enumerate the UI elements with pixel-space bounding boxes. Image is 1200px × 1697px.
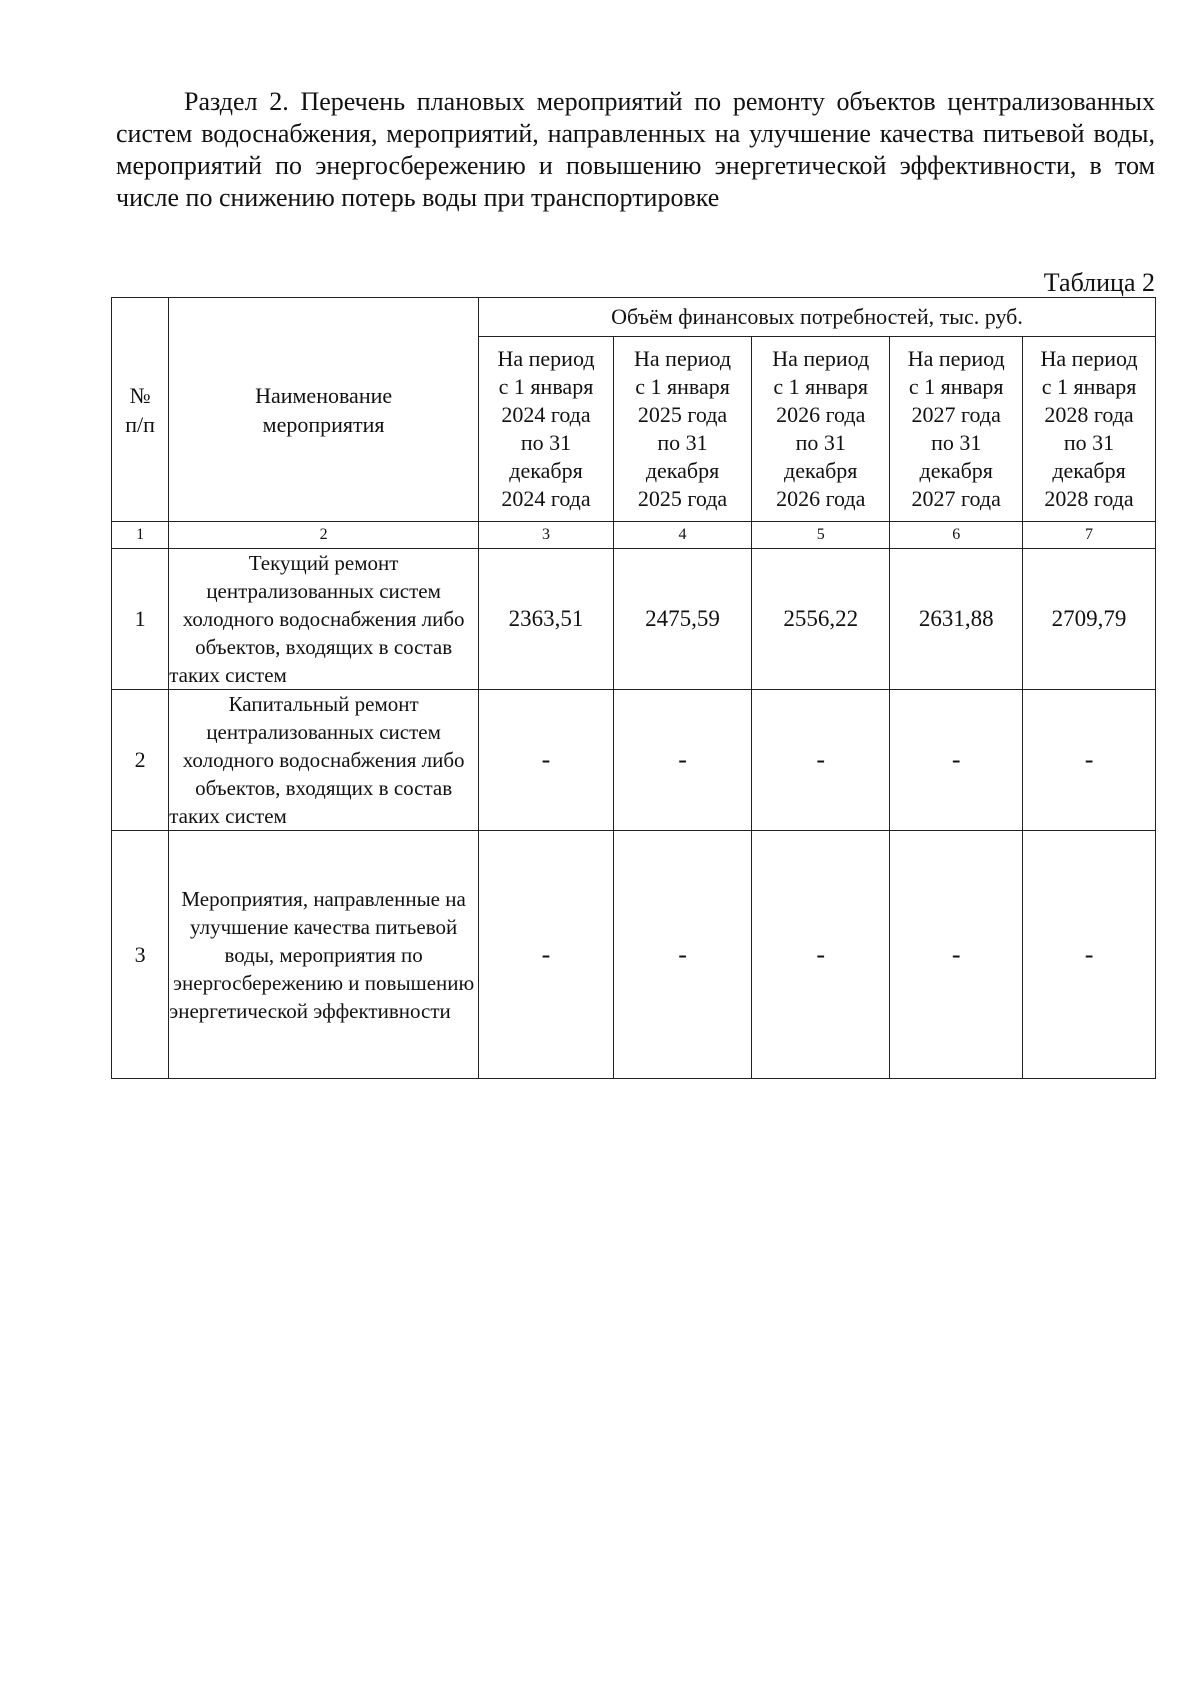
row-num: 1 (112, 549, 169, 690)
header-period-2028 (1023, 337, 1156, 522)
table-row (112, 549, 1156, 690)
header-period-2026 (752, 337, 890, 522)
column-index: 7 (1023, 522, 1156, 549)
row-num: 3 (112, 831, 169, 1079)
row-num: 2 (112, 690, 169, 831)
header-period-2024 (479, 337, 614, 522)
row-value: - (752, 831, 890, 1079)
header-period-2027 (890, 337, 1023, 522)
header-period-label: На период с 1 января 2026 года по 31 декабря 2026 года (772, 346, 870, 511)
header-num (112, 298, 169, 522)
row-value: - (752, 690, 890, 831)
column-index: 3 (479, 522, 614, 549)
row-name: Капитальный ремонт централизованных систем холодного водоснабжения либо объектов, входящих в состав таких систем (169, 690, 479, 831)
column-index: 2 (169, 522, 479, 549)
column-index: 5 (752, 522, 890, 549)
column-index: 1 (112, 522, 169, 549)
table-row (112, 831, 1156, 1079)
row-value: 2631,88 (890, 549, 1023, 690)
row-name: Текущий ремонт централизованных систем холодного водоснабжения либо объектов, входящих в состав таких систем (169, 549, 479, 690)
row-value: - (1023, 831, 1156, 1079)
header-num-label: № п/п (125, 382, 155, 437)
row-value: - (613, 831, 751, 1079)
table-caption: Таблица 2 (1043, 268, 1155, 297)
section-heading: Раздел 2. Перечень плановых мероприятий по ремонту объектов централизованных систем водоснабжения, мероприятий, направленных на улучшение качества питьевой воды, мероприятий по энергосбережению и повышению энергетической эффективности, в том числе по снижению потерь воды при транспортировке (116, 87, 1155, 212)
header-period-2025 (613, 337, 751, 522)
header-finance-group: Объём финансовых потребностей, тыс. руб. (479, 298, 1156, 337)
row-value: - (479, 690, 614, 831)
header-period-label: На период с 1 января 2028 года по 31 декабря 2028 года (1040, 346, 1138, 511)
row-value: 2556,22 (752, 549, 890, 690)
column-index: 4 (613, 522, 751, 549)
header-period-label: На период с 1 января 2024 года по 31 декабря 2024 года (497, 346, 595, 511)
column-index-row (112, 522, 1156, 549)
row-value: - (613, 690, 751, 831)
header-name (169, 298, 479, 522)
row-value: 2709,79 (1023, 549, 1156, 690)
row-value: - (890, 690, 1023, 831)
finance-table (111, 297, 1156, 1079)
row-value: - (1023, 690, 1156, 831)
row-name: Мероприятия, направленные на улучшение качества питьевой воды, мероприятия по энергосбережению и повышению энергетической эффективности (169, 831, 479, 1079)
row-value: - (890, 831, 1023, 1079)
table-row (112, 690, 1156, 831)
column-index: 6 (890, 522, 1023, 549)
row-value: 2363,51 (479, 549, 614, 690)
row-value: 2475,59 (613, 549, 751, 690)
header-name-label: Наименование мероприятия (255, 382, 393, 437)
header-period-label: На период с 1 января 2027 года по 31 декабря 2027 года (907, 346, 1005, 511)
row-value: - (479, 831, 614, 1079)
header-period-label: На период с 1 января 2025 года по 31 декабря 2025 года (634, 346, 732, 511)
